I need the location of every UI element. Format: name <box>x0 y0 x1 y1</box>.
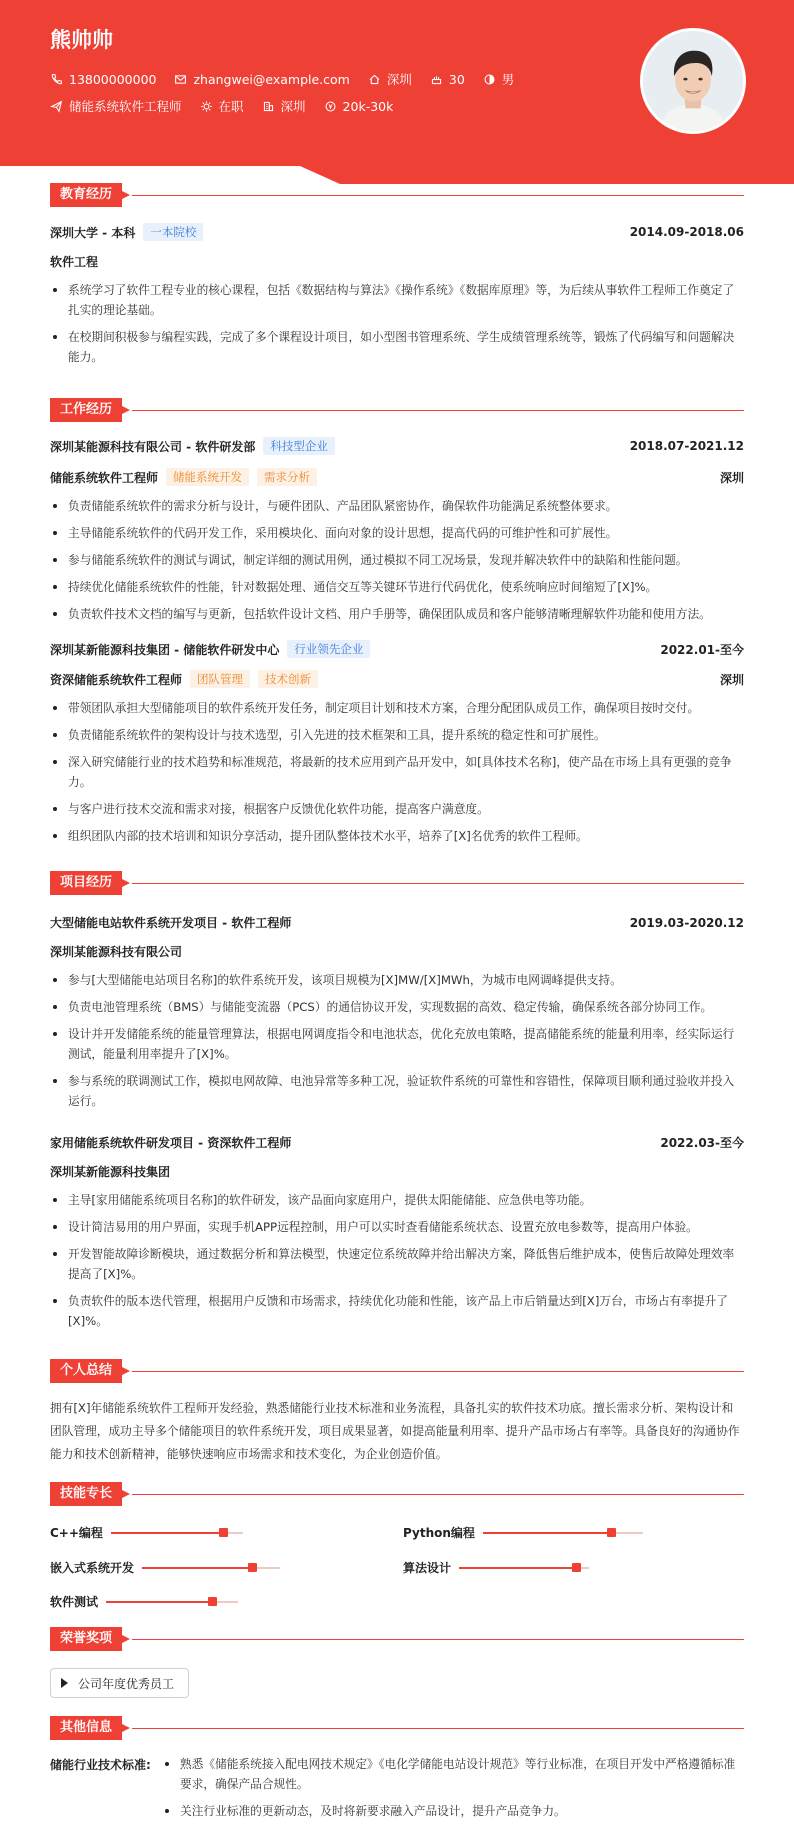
contact-row <box>50 70 532 88</box>
skill-item <box>50 1593 238 1610</box>
play-icon <box>61 1678 68 1688</box>
list-item: 设计简洁易用的用户界面，实现手机APP远程控制，用户可以实时查看储能系统状态、设置充放电参数等，提高用户体验。 <box>50 1217 744 1237</box>
skill-item <box>403 1524 643 1541</box>
list-item: 参与系统的联调测试工作，模拟电网故障、电池异常等多种工况，验证软件系统的可靠性和容错性，保障项目顺利通过验收并投入运行。 <box>50 1071 744 1111</box>
skill-bar <box>106 1601 238 1603</box>
company-badge: 行业领先企业 <box>287 640 370 658</box>
list-item: 负责储能系统软件的需求分析与设计，与硬件团队、产品团队紧密协作，确保软件功能满足系统整体要求。 <box>50 496 744 516</box>
skill-item <box>50 1524 243 1541</box>
skill-tag: 储能系统开发 <box>166 468 249 486</box>
skill-tag: 团队管理 <box>190 670 250 688</box>
school-name: 深圳大学 - 本科 <box>50 225 136 240</box>
section-awards <box>50 1627 744 1651</box>
list-item: 负责软件技术文档的编写与更新，包括软件设计文档、用户手册等，确保团队成员和客户能够清晰理解软件功能和使用方法。 <box>50 604 744 624</box>
money-icon <box>324 100 337 113</box>
avatar <box>640 28 746 134</box>
section-divider <box>132 410 744 411</box>
skill-bar <box>459 1567 589 1569</box>
section-projects <box>50 871 744 895</box>
list-item: 系统学习了软件工程专业的核心课程，包括《数据结构与算法》《操作系统》《数据库原理》等，为后续从事软件工程师工作奠定了扎实的理论基础。 <box>50 280 744 320</box>
project-bullets-1 <box>50 970 744 1118</box>
section-other <box>50 1716 744 1740</box>
skill-name: Python编程 <box>403 1526 475 1540</box>
list-item: 关注行业标准的更新动态，及时将新要求融入产品设计，提升产品竞争力。 <box>162 1801 744 1821</box>
avatar-portrait <box>643 31 743 131</box>
project-date: 2019.03-2020.12 <box>629 915 744 930</box>
candidate-name: 熊帅帅 <box>50 28 113 52</box>
work-bullets-1 <box>50 496 744 631</box>
phone-item <box>50 72 156 87</box>
gender-item <box>483 70 515 88</box>
list-item: 在校期间积极参与编程实践，完成了多个课程设计项目，如小型图书管理系统、学生成绩管理系统等，锻炼了代码编写和问题解决能力。 <box>50 327 744 367</box>
skill-item <box>403 1559 589 1576</box>
work-city: 深圳 <box>719 672 744 687</box>
section-divider <box>132 1728 744 1729</box>
education-bullets <box>50 280 744 374</box>
company-name: 深圳某能源科技有限公司 - 软件研发部 <box>50 439 256 454</box>
resume-header <box>0 0 794 180</box>
home-icon <box>368 73 381 86</box>
other-label: 储能行业技术标准: <box>50 1758 151 1772</box>
salary-text: 20k-30k <box>342 98 394 114</box>
project-header-1 <box>50 914 744 931</box>
project-date: 2022.03-至今 <box>660 1136 744 1150</box>
skill-item <box>50 1559 280 1576</box>
education-date: 2014.09-2018.06 <box>629 225 744 239</box>
list-item: 参与[大型储能电站项目名称]的软件系统开发，该项目规模为[X]MW/[X]MWh，为城市电网调峰提供支持。 <box>50 970 744 990</box>
skill-bar <box>483 1532 643 1534</box>
phone-text: 13800000000 <box>69 71 157 87</box>
email-text: zhangwei@example.com <box>193 71 350 87</box>
section-title-summary: 个人总结 <box>50 1359 122 1383</box>
work-role-1 <box>50 468 744 486</box>
list-item: 主导储能系统软件的代码开发工作，采用模块化、面向对象的设计思想，提高代码的可维护性和可扩展性。 <box>50 523 744 543</box>
cake-icon <box>430 73 443 86</box>
section-title-skills: 技能专长 <box>50 1482 122 1506</box>
list-item: 与客户进行技术交流和需求对接，根据客户反馈优化软件功能，提高客户满意度。 <box>50 799 744 819</box>
list-item: 负责软件的版本迭代管理，根据用户反馈和市场需求，持续优化功能和性能，该产品上市后销量达到[X]万台，市场占有率提升了[X]%。 <box>50 1291 744 1331</box>
email-item <box>174 72 349 87</box>
target-position-item <box>50 97 182 115</box>
age-text: 30 <box>448 71 465 87</box>
work-bullets-2 <box>50 698 744 853</box>
company-name: 深圳某新能源科技集团 - 储能软件研发中心 <box>50 642 280 657</box>
education-major: 软件工程 <box>50 255 99 269</box>
status-text: 在职 <box>218 99 244 114</box>
work-city: 深圳 <box>719 470 744 485</box>
job-title: 储能系统软件工程师 <box>50 470 159 485</box>
section-divider <box>132 1494 744 1495</box>
salary-item <box>324 99 394 114</box>
skill-name: C++编程 <box>50 1526 103 1540</box>
company-badge: 科技型企业 <box>263 437 335 455</box>
list-item: 带领团队承担大型储能项目的软件系统开发任务，制定项目计划和技术方案，合理分配团队成员工作，确保项目按时交付。 <box>50 698 744 718</box>
work-header-1 <box>50 437 744 455</box>
award-name: 公司年度优秀员工 <box>78 1676 175 1691</box>
list-item: 设计并开发储能系统的能量管理算法，根据电网调度指令和电池状态，优化充放电策略，提高储能系统的能量利用率，经实际运行测试，能量利用率提升了[X]%。 <box>50 1024 744 1064</box>
list-item: 深入研究储能行业的技术趋势和标准规范，将最新的技术应用到产品开发中，如[具体技术名称]，使产品在市场上具有更强的竞争力。 <box>50 752 744 792</box>
list-item: 持续优化储能系统软件的性能，针对数据处理、通信交互等关键环节进行代码优化，使系统响应时间缩短了[X]%。 <box>50 577 744 597</box>
skill-tag: 技术创新 <box>258 670 318 688</box>
project-company: 深圳某能源科技有限公司 <box>50 945 183 959</box>
phone-icon <box>50 73 63 86</box>
section-divider <box>132 1371 744 1372</box>
gender-text: 男 <box>501 72 515 87</box>
section-education <box>50 183 744 207</box>
section-title-education: 教育经历 <box>50 183 122 207</box>
project-company: 深圳某新能源科技集团 <box>50 1165 171 1179</box>
list-item: 组织团队内部的技术培训和知识分享活动，提升团队整体技术水平，培养了[X]名优秀的软件工程师。 <box>50 826 744 846</box>
summary-text: 拥有[X]年储能系统软件工程师开发经验，熟悉储能行业技术标准和业务流程，具备扎实的软件技术功底。擅长需求分析、架构设计和团队管理，成功主导多个储能项目的软件系统开发，项目成果显著，如提高能量利用率、提升产品市场占有率等。具备良好的沟通协作能力和技术创新精神，能够快速响应市场需求和技术变化，为企业创造价值。 <box>50 1401 740 1461</box>
list-item: 负责电池管理系统（BMS）与储能变流器（PCS）的通信协议开发，实现数据的高效、稳定传输，确保系统各部分协同工作。 <box>50 997 744 1017</box>
city-item <box>368 70 412 88</box>
target-city-item <box>262 97 306 115</box>
section-skills <box>50 1482 744 1506</box>
section-title-awards: 荣誉奖项 <box>50 1627 122 1651</box>
education-header <box>50 223 744 241</box>
section-title-work: 工作经历 <box>50 398 122 422</box>
job-intent-row <box>50 97 411 115</box>
list-item: 负责储能系统软件的架构设计与技术选型，引入先进的技术框架和工具，提升系统的稳定性和可扩展性。 <box>50 725 744 745</box>
target-position-text: 储能系统软件工程师 <box>69 99 182 114</box>
target-city-text: 深圳 <box>280 99 306 114</box>
section-divider <box>132 883 744 884</box>
work-role-2 <box>50 670 744 688</box>
project-bullets-2 <box>50 1190 744 1338</box>
mail-icon <box>174 73 187 86</box>
section-title-other: 其他信息 <box>50 1716 122 1740</box>
section-divider <box>132 1639 744 1640</box>
send-icon <box>50 100 63 113</box>
sun-icon <box>200 100 213 113</box>
list-item: 熟悉《储能系统接入配电网技术规定》《电化学储能电站设计规范》等行业标准，在项目开发中严格遵循标准要求，确保产品合规性。 <box>162 1754 744 1794</box>
project-name: 家用储能系统软件研发项目 - 资深软件工程师 <box>50 1136 292 1150</box>
skill-name: 算法设计 <box>403 1561 452 1575</box>
building-icon <box>262 100 275 113</box>
work-date: 2022.01-至今 <box>660 642 744 657</box>
project-header-2 <box>50 1134 744 1151</box>
section-work <box>50 398 744 422</box>
section-summary <box>50 1359 744 1383</box>
school-badge: 一本院校 <box>143 223 203 241</box>
work-date: 2018.07-2021.12 <box>629 439 744 453</box>
list-item: 主导[家用储能系统项目名称]的软件研发，该产品面向家庭用户，提供太阳能储能、应急供电等功能。 <box>50 1190 744 1210</box>
skill-name: 嵌入式系统开发 <box>50 1561 135 1575</box>
list-item: 开发智能故障诊断模块，通过数据分析和算法模型，快速定位系统故障并给出解决方案，降低售后维护成本，使售后故障处理效率提高了[X]%。 <box>50 1244 744 1284</box>
gender-icon <box>483 73 496 86</box>
section-divider <box>132 195 744 196</box>
skill-bar <box>111 1532 243 1534</box>
job-title: 资深储能系统软件工程师 <box>50 672 183 687</box>
list-item: 参与储能系统软件的测试与调试，制定详细的测试用例，通过模拟不同工况场景，发现并解决软件中的缺陷和性能问题。 <box>50 550 744 570</box>
project-name: 大型储能电站软件系统开发项目 - 软件工程师 <box>50 916 292 930</box>
skill-name: 软件测试 <box>50 1595 99 1609</box>
other-bullets <box>162 1754 744 1828</box>
work-header-2 <box>50 640 744 658</box>
age-item <box>430 72 465 87</box>
status-item <box>200 97 244 115</box>
skill-tag: 需求分析 <box>257 468 317 486</box>
city-text: 深圳 <box>386 72 412 87</box>
section-title-projects: 项目经历 <box>50 871 122 895</box>
award-chip <box>50 1668 189 1698</box>
skill-bar <box>142 1567 280 1569</box>
